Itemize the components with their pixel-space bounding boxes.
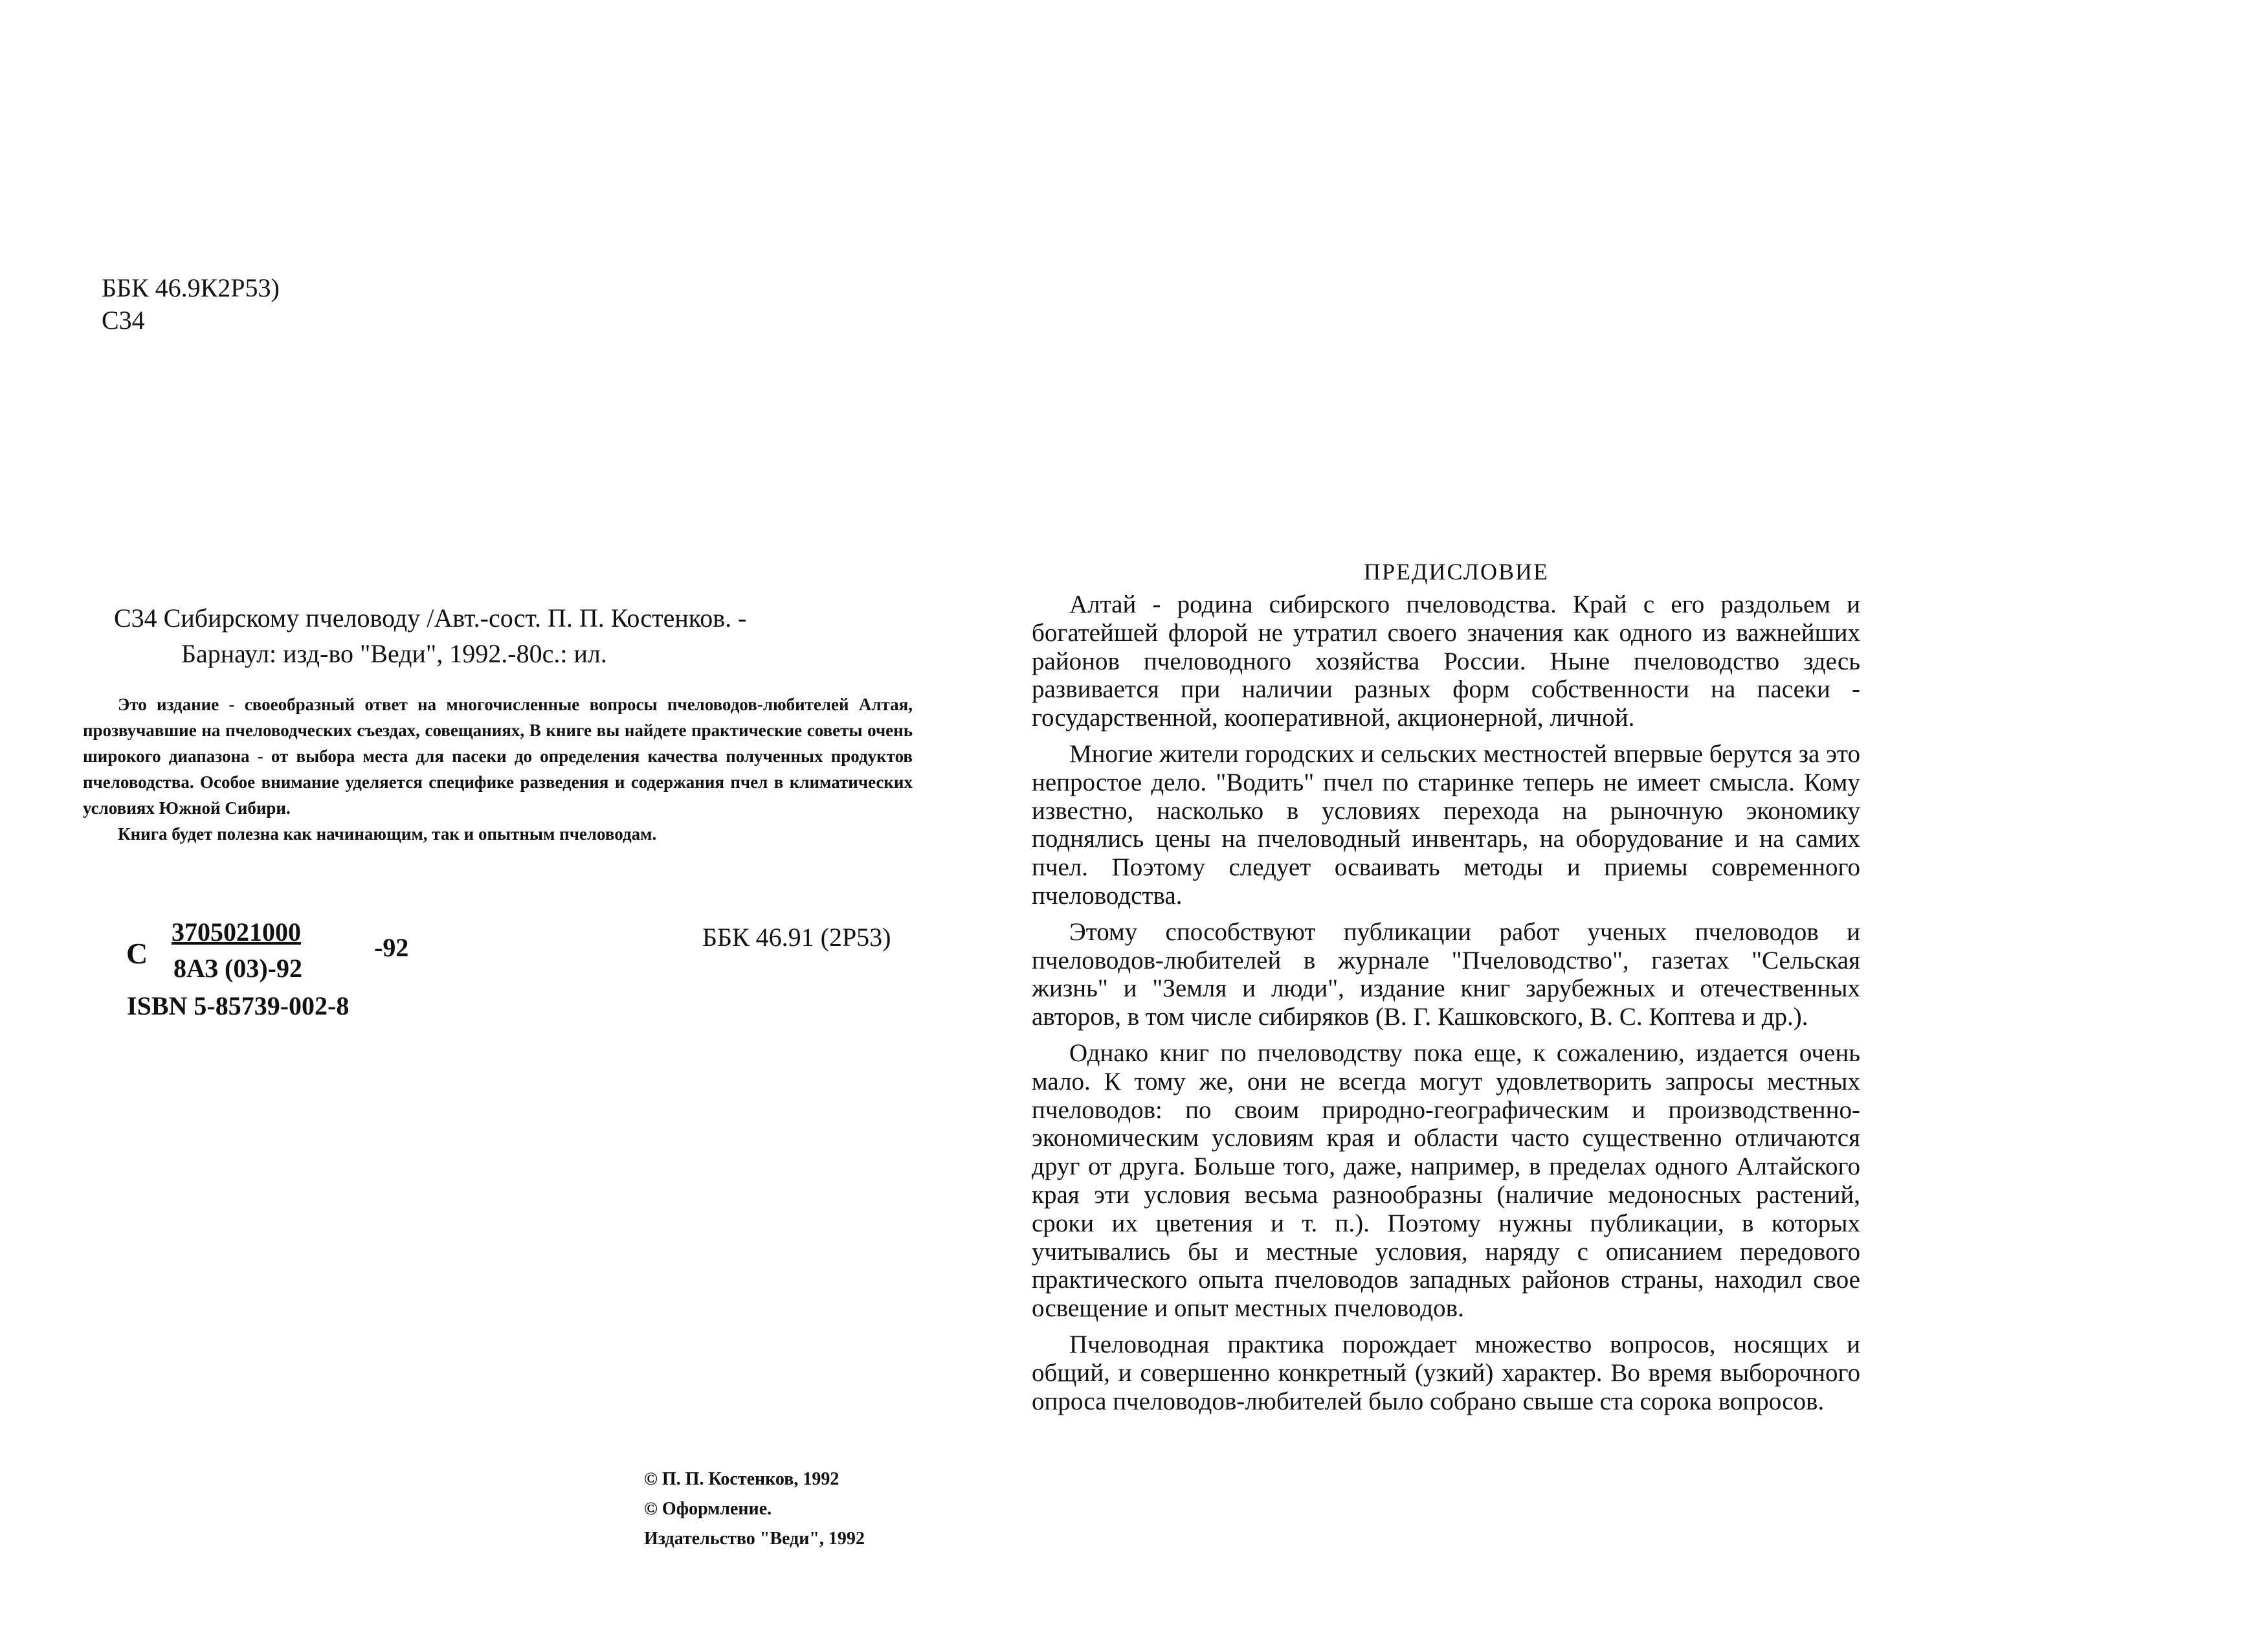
code-letter: С: [126, 937, 148, 970]
preface-title: ПРЕДИСЛОВИЕ: [1363, 559, 1550, 585]
bbk-index-top: [102, 272, 280, 337]
annotation: [83, 691, 913, 847]
copyright-block: [644, 1465, 865, 1554]
bbk-index-right: ББК 46.91 (2Р53): [702, 923, 891, 952]
catalog-entry-publisher: Барнаул: изд-во "Веди", 1992.-80с.: ил.: [181, 639, 607, 668]
code-year: -92: [374, 933, 409, 962]
isbn: ISBN 5-85739-002-8: [127, 991, 350, 1020]
catalog-entry-title: С34 Сибирскому пчеловоду /Авт.-сост. П. П. Костенков. -: [114, 603, 747, 633]
preface-paragraph: Этому способствуют публикации работ ученых пчеловодов и пчеловодов-любителей в журнале "Пчеловодство", газетах "Сельская жизнь" и "Земля и люди", издание книг зарубежных и отечественных авторов, в том числе сибиряков (В. Г. Кашковского, В. С. Коптева и др.).: [1032, 917, 1860, 1031]
bbk-code: ББК 46.9К2Р53): [102, 273, 280, 302]
copyright-line: © П. П. Костенков, 1992: [644, 1469, 839, 1489]
preface-paragraph: Однако книг по пчеловодству пока еще, к сожалению, издается очень мало. К тому же, они не всегда могут удовлетворить запросы местных пчеловодов: по своим природно-географическим и производственно-экономическим условиям края и области часто существенно отличаются друг от друга. Больше того, даже, например, в пределах одного Алтайского края эти условия весьма разнообразны (наличие медоносных растений, сроки их цветения и т. п.). Поэтому нужны публикации, в которых учитывались бы и местные условия, наряду с описанием передового практического опыта пчеловодов западных районов страны, находил свое освещение и опыт местных пчеловодов.: [1032, 1039, 1860, 1323]
copyright-line: © Оформление.: [644, 1499, 772, 1519]
preface-paragraph: Алтай - родина сибирского пчеловодства. Край с его раздольем и богатейшей флорой не утратил своего значения как одного из важнейших районов пчеловодного хозяйства России. Ныне пчеловодство здесь развивается при наличии разных форм собственности на пасеки - государственной, кооперативной, акционерной, личной.: [1032, 590, 1860, 732]
code-series: 8АЗ (03)-92: [173, 954, 302, 983]
preface-paragraph: Многие жители городских и сельских местностей впервые берутся за это непростое дело. "Водить" пчел по старинке теперь не имеет смысла. Кому известно, насколько в условиях перехода на рыночную экономику поднялись цены на пчеловодный инвентарь, на оборудование и на самих пчел. Поэтому следует осваивать методы и приемы современного пчеловодства.: [1032, 739, 1860, 910]
annotation-paragraph: Книга будет полезна как начинающим, так и опытным пчеловодам.: [118, 824, 657, 844]
preface-text: [1032, 590, 1860, 1423]
copyright-line: Издательство "Веди", 1992: [644, 1529, 865, 1549]
author-mark: С34: [102, 306, 145, 335]
annotation-paragraph: Это издание - своеобразный ответ на многочисленные вопросы пчеловодов-любителей Алтая, прозвучавшие на пчеловодческих съездах, совещаниях, В книге вы найдете практические советы очень широкого диапазона - от выбора места для пасеки до определения качества полученных продуктов пчеловодства. Особое внимание уделяется специфике разведения и содержания пчел в климатических условиях Южной Сибири.: [83, 695, 913, 818]
code-number: 3705021000: [172, 917, 301, 947]
preface-paragraph: Пчеловодная практика порождает множество вопросов, носящих и общий, и совершенно конкретный (узкий) характер. Во время выборочного опроса пчеловодов-любителей было собрано свыше ста сорока вопросов.: [1032, 1330, 1860, 1415]
